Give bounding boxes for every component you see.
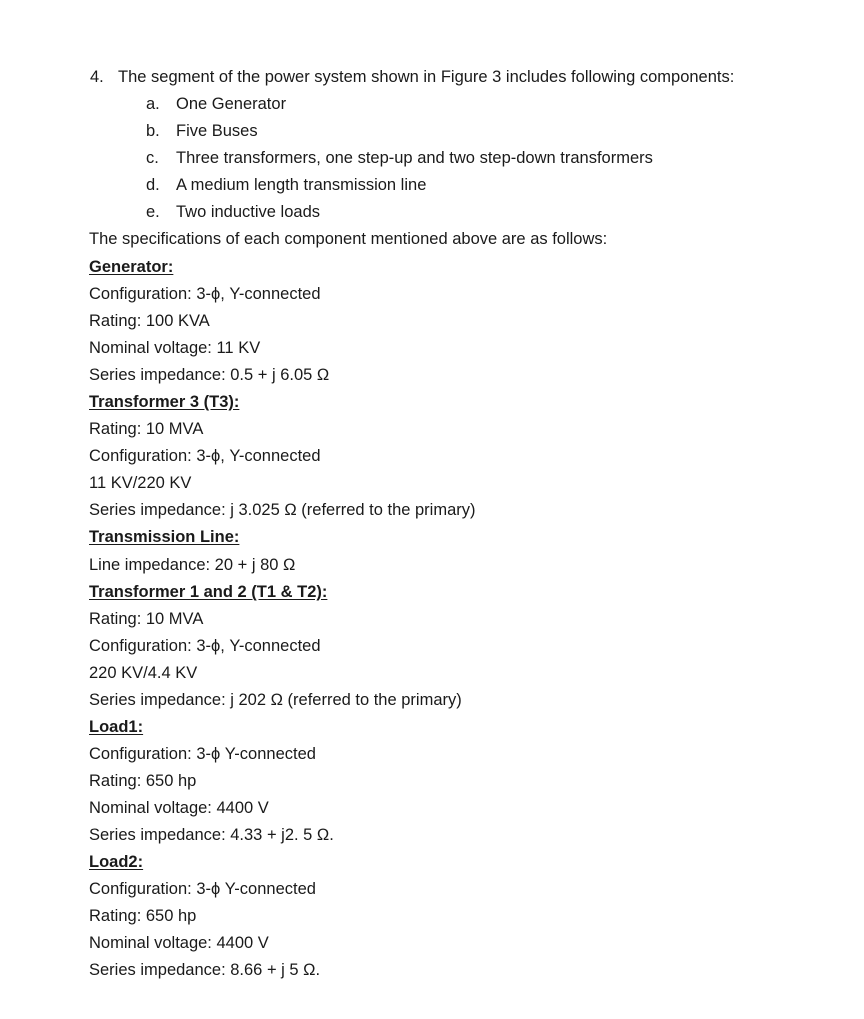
list-item-text: Three transformers, one step-up and two step-down transformers [176,149,653,167]
spec-line: Rating: 650 hp [89,907,197,925]
specifications-intro: The specifications of each component mentioned above are as follows: [89,230,608,248]
section-heading-generator: Generator: [89,258,174,276]
spec-line: Nominal voltage: 4400 V [89,799,269,817]
spec-line: Configuration: 3-ϕ, Y-connected [89,285,321,303]
section-heading-load1: Load1: [89,718,144,736]
spec-line: Rating: 10 MVA [89,420,204,438]
question-text: The segment of the power system shown in Figure 3 includes following components: [118,68,735,86]
spec-line: 220 KV/4.4 KV [89,664,198,682]
section-heading-load2: Load2: [89,853,144,871]
spec-line: Configuration: 3-ϕ Y-connected [89,745,316,763]
list-item-marker: a. [146,95,160,113]
spec-line: Configuration: 3-ϕ, Y-connected [89,447,321,465]
spec-line: Line impedance: 20 + j 80 Ω [89,556,296,574]
list-item-marker: c. [146,149,159,167]
list-item-marker: e. [146,203,160,221]
list-item-text: One Generator [176,95,287,113]
spec-line: Series impedance: 8.66 + j 5 Ω. [89,961,321,979]
spec-line: Nominal voltage: 11 KV [89,339,261,357]
list-item-text: Two inductive loads [176,203,320,221]
question-number: 4. [90,68,104,86]
spec-line: Rating: 100 KVA [89,312,210,330]
section-heading-transformer-3: Transformer 3 (T3): [89,393,240,411]
spec-line: Series impedance: j 202 Ω (referred to the primary) [89,691,462,709]
list-item-marker: d. [146,176,160,194]
list-item-text: A medium length transmission line [176,176,427,194]
spec-line: Series impedance: 4.33 + j2. 5 Ω. [89,826,334,844]
spec-line: Series impedance: 0.5 + j 6.05 Ω [89,366,330,384]
spec-line: 11 KV/220 KV [89,474,192,492]
spec-line: Rating: 10 MVA [89,610,204,628]
list-item-marker: b. [146,122,160,140]
section-heading-transmission-line: Transmission Line: [89,528,240,546]
spec-line: Series impedance: j 3.025 Ω (referred to the primary) [89,501,476,519]
spec-line: Rating: 650 hp [89,772,197,790]
list-item-text: Five Buses [176,122,258,140]
spec-line: Configuration: 3-ϕ, Y-connected [89,637,321,655]
section-heading-transformer-1-2: Transformer 1 and 2 (T1 & T2): [89,583,328,601]
spec-line: Nominal voltage: 4400 V [89,934,269,952]
spec-line: Configuration: 3-ϕ Y-connected [89,880,316,898]
